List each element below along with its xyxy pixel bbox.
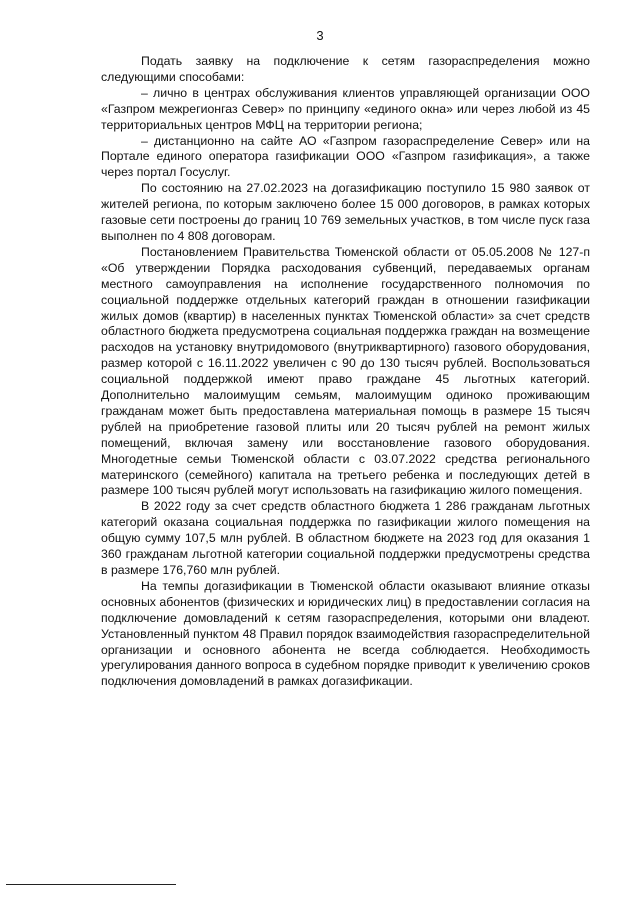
document-body [101,54,590,690]
paragraph-status: По состоянию на 27.02.2023 на догазификацию поступило 15 980 заявок от жителей региона, по которым заключено более 15 000 договоров, в рамках которых газовые сети построены до границ 10 769 земельных участков, в том числе пуск газа выполнен по 4 808 договорам. [101,181,590,243]
paragraph-2022-support: В 2022 году за счет средств областного бюджета 1 286 гражданам льготных категорий оказана социальная поддержка по газификации жилого помещения на общую сумму 107,5 млн рублей. В областном бюджете на 2023 год для оказания 1 360 гражданам льготной категории социальной поддержки предусмотрены средства в размере 176,760 млн рублей. [101,499,590,577]
paragraph-in-person: – лично в центрах обслуживания клиентов управляющей организации ООО «Газпром межрегионгаз Север» по принципу «единого окна» или через любой из 45 территориальных центров МФЦ на территории региона; [101,85,590,132]
footer-divider [6,884,176,885]
paragraph-application-methods: Подать заявку на подключение к сетям газораспределения можно следующими способами: [101,54,590,84]
paragraph-refusals: На темпы догазификации в Тюменской области оказывают влияние отказы основных абонентов (физических и юридических лиц) в предоставлении согласия на подключение домовладений к сетям газораспределения, которыми они владеют. Установленный пунктом 48 Правил порядок взаимодействия газораспределительной организации и основного абонента не всегда соблюдается. Необходимость урегулирования данного вопроса в судебном порядке приводит к увеличению сроков подключения домовладений в рамках догазификации. [101,578,590,689]
paragraph-remote: – дистанционно на сайте АО «Газпром газораспределение Север» или на Портале единого оператора газификации ООО «Газпром газификация», а также через портал Госуслуг. [101,133,590,180]
page-number: 3 [316,28,324,43]
paragraph-government-decree: Постановлением Правительства Тюменской области от 05.05.2008 № 127-п «Об утверждении Порядка расходования субвенций, передаваемых органам местного самоуправления на исполнение государственного полномочия по социальной поддержке отдельных категорий граждан в отношении газификации жилых домов (квартир) в населенных пунктах Тюменской области» за счет средств областного бюджета предусмотрена социальная поддержка граждан на возмещение расходов на установку внутридомового (внутриквартирного) газового оборудования, размер которой с 16.11.2022 увеличен с 90 до 130 тысяч рублей. Воспользоваться социальной поддержкой имеют право граждане 45 льготных категорий. Дополнительно малоимущим семьям, малоимущим одиноко проживающим гражданам может быть предоставлена материальная помощь в размере 15 тысяч рублей на приобретение газовой плиты или 20 тысяч рублей на ремонт жилых помещений, включая замену или восстановление газового оборудования. Многодетные семьи Тюменской области с 03.07.2022 средства регионального материнского (семейного) капитала на третьего ребенка и последующих детей в размере 100 тысяч рублей могут использовать на газификацию жилого помещения. [101,244,590,498]
